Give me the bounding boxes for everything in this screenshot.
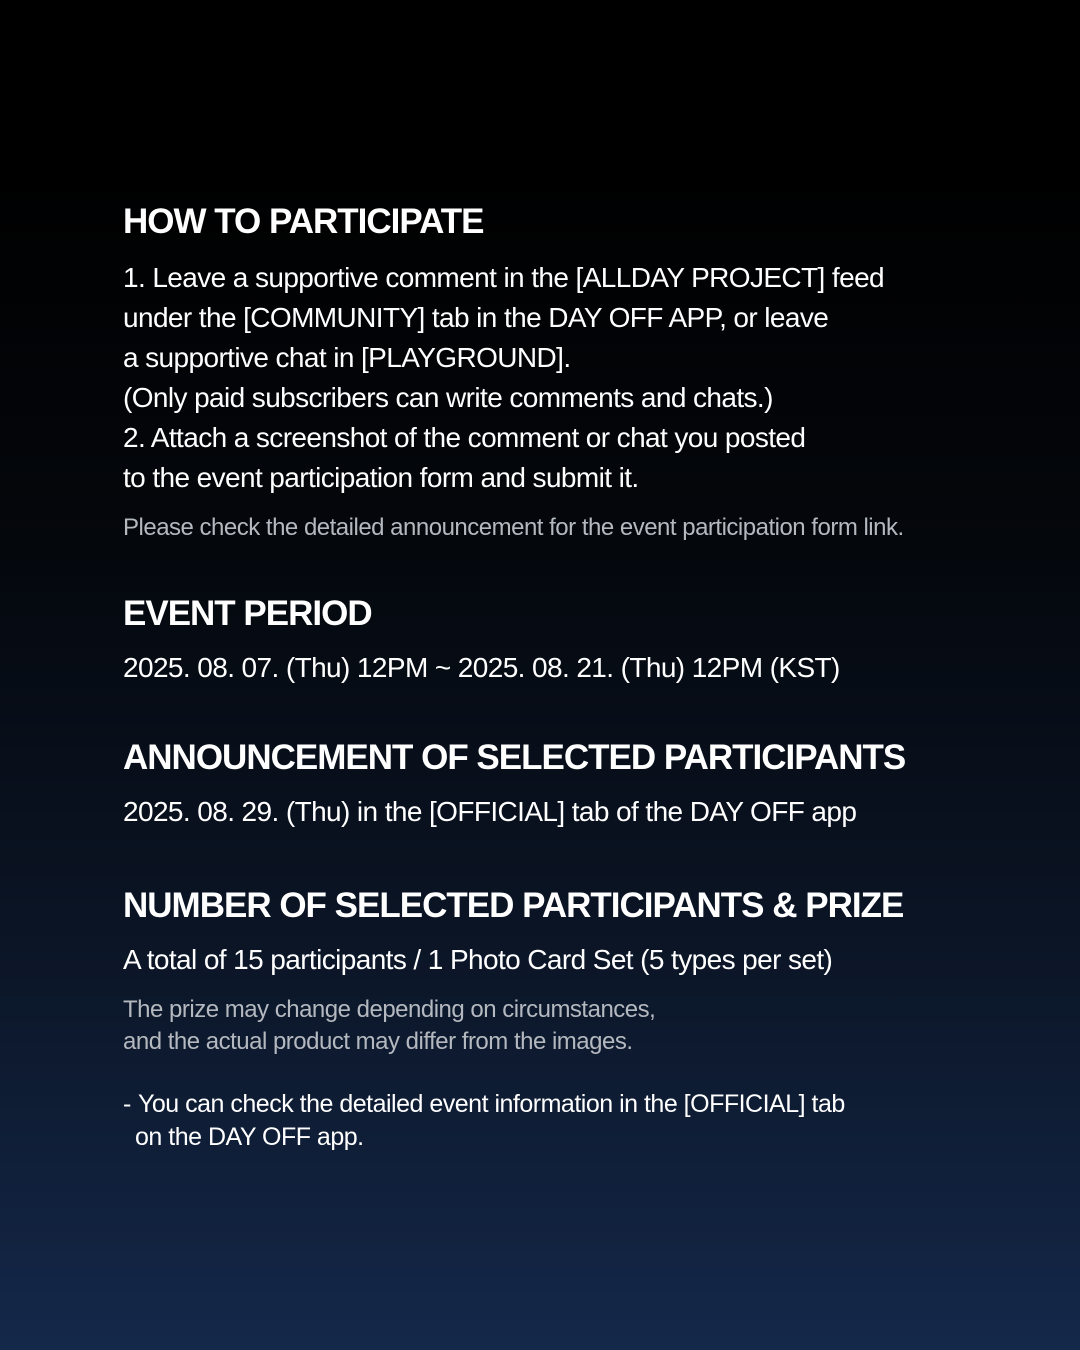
event-period-text: 2025. 08. 07. (Thu) 12PM ~ 2025. 08. 21. (Thu) 12PM (KST): [123, 652, 840, 683]
footnote-line: You can check the detailed event information in the [OFFICIAL] tab: [138, 1090, 845, 1118]
announcement-date: [123, 792, 1023, 832]
note-line: and the actual product may differ from the images.: [123, 1028, 633, 1055]
event-period-heading: EVENT PERIOD: [123, 594, 372, 633]
footnote-text: [135, 1088, 845, 1154]
footnote-line: on the DAY OFF app.: [135, 1123, 364, 1151]
prize-text: A total of 15 participants / 1 Photo Card Set (5 types per set): [123, 944, 833, 975]
prize-section: [123, 884, 1023, 1058]
how-to-participate-section: [123, 200, 1023, 544]
announcement-section: [123, 736, 1023, 832]
prize-description: [123, 940, 1023, 980]
announcement-heading: ANNOUNCEMENT OF SELECTED PARTICIPANTS: [123, 738, 906, 777]
footnote-dash: -: [123, 1090, 131, 1118]
step-line: 1. Leave a supportive comment in the [ALLDAY PROJECT] feed: [123, 262, 885, 293]
step-line: under the [COMMUNITY] tab in the DAY OFF APP, or leave: [123, 302, 829, 333]
step-line: (Only paid subscribers can write comments and chats.): [123, 382, 773, 413]
prize-note: [123, 994, 1023, 1058]
prize-heading: NUMBER OF SELECTED PARTICIPANTS & PRIZE: [123, 886, 904, 925]
how-to-participate-heading: HOW TO PARTICIPATE: [123, 202, 484, 241]
step-line: 2. Attach a screenshot of the comment or chat you posted: [123, 422, 806, 453]
participation-form-note: [123, 512, 1023, 544]
note-line: The prize may change depending on circumstances,: [123, 996, 656, 1023]
announcement-text: 2025. 08. 29. (Thu) in the [OFFICIAL] tab of the DAY OFF app: [123, 796, 857, 827]
footnote: [123, 1088, 1023, 1154]
event-notice: [123, 200, 1023, 1154]
note-line: Please check the detailed announcement for the event participation form link.: [123, 514, 904, 541]
event-period-section: [123, 592, 1023, 688]
step-line: to the event participation form and submit it.: [123, 462, 639, 493]
step-line: a supportive chat in [PLAYGROUND].: [123, 342, 571, 373]
how-to-participate-steps: [123, 258, 1023, 498]
event-period-dates: [123, 648, 1023, 688]
